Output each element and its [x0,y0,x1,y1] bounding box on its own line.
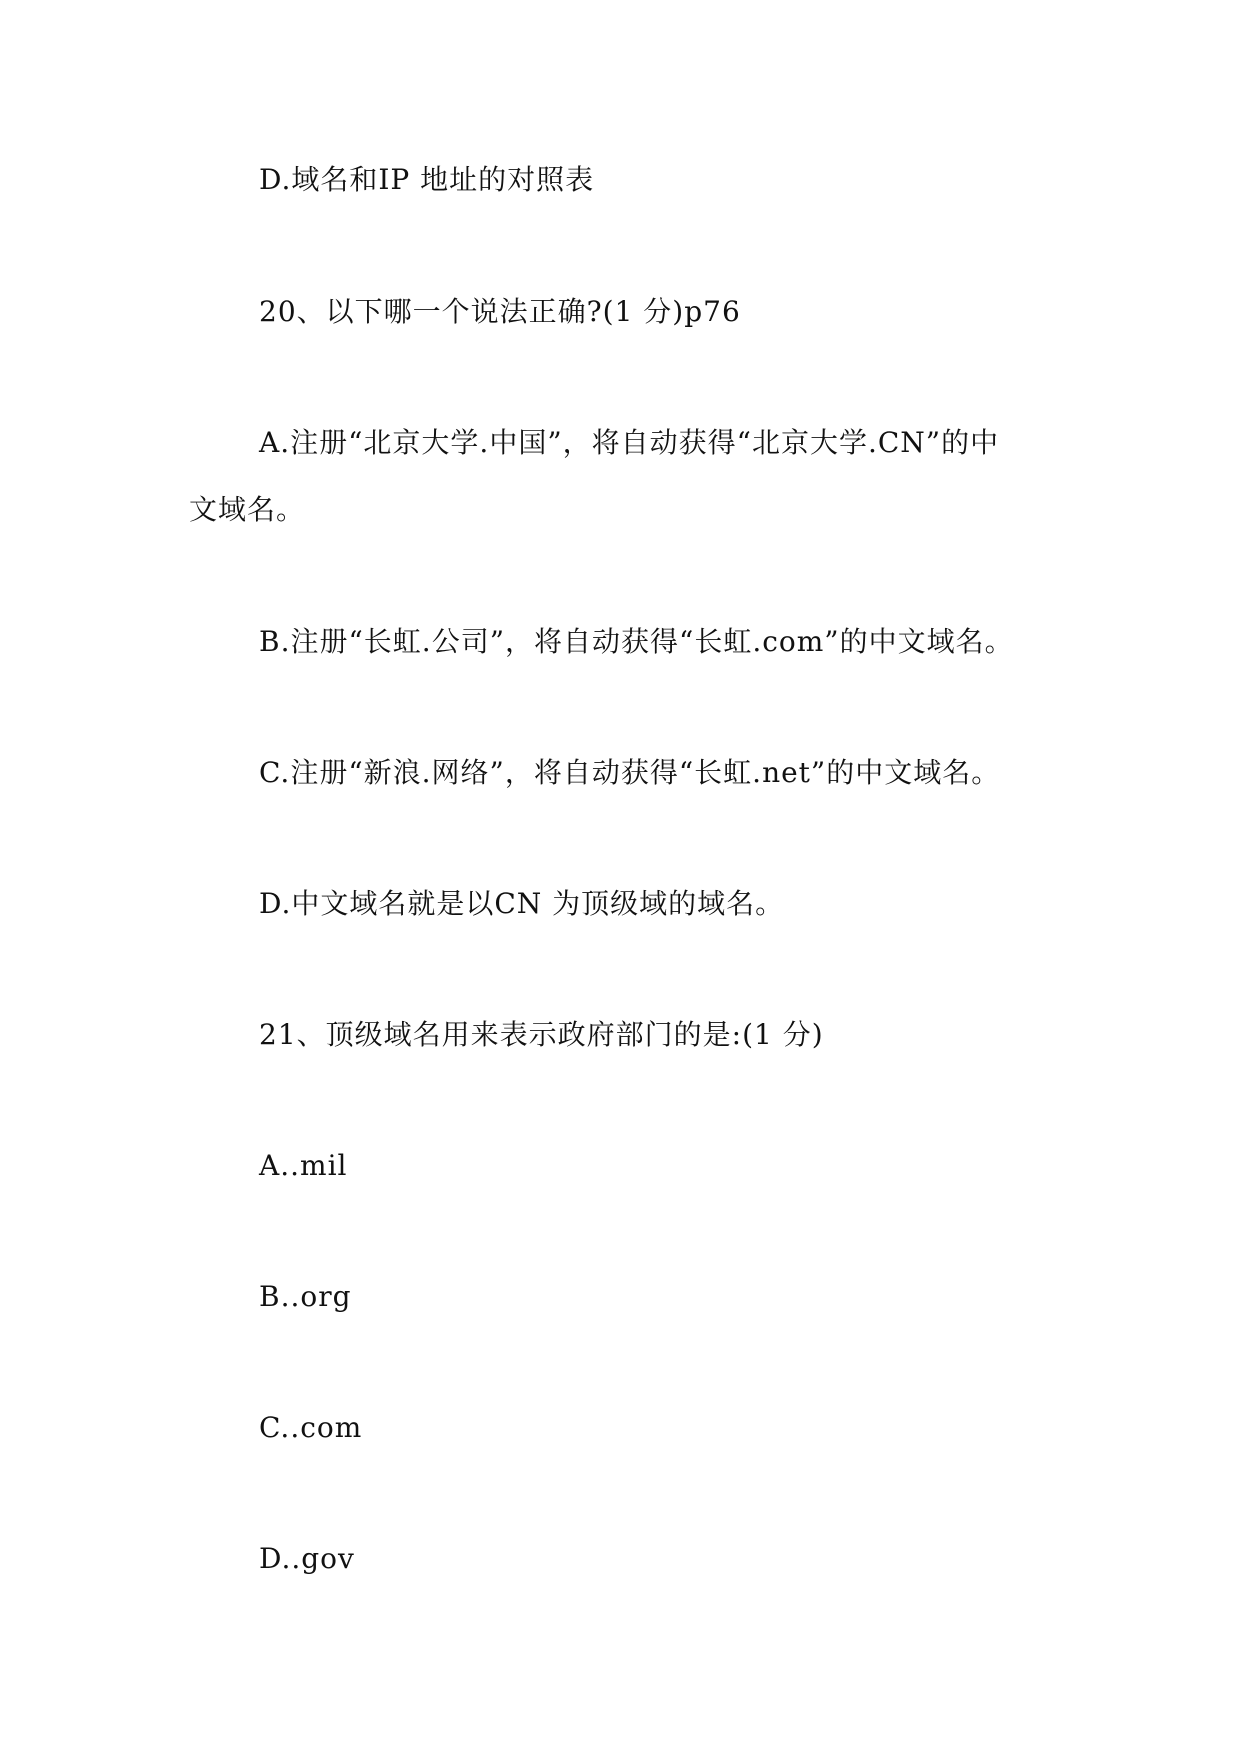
q19-option-d: D.域名和IP 地址的对照表 [259,163,595,196]
q21-option-d: D..gov [259,1542,355,1575]
q20-option-b: B.注册“长虹.公司”，将自动获得“长虹.com”的中文域名。 [259,625,1014,658]
q20-option-c: C.注册“新浪.网络”，将自动获得“长虹.net”的中文域名。 [259,756,1001,789]
q21-option-c: C..com [259,1411,363,1444]
q20-option-a-line1: A.注册“北京大学.中国”，将自动获得“北京大学.CN”的中 [259,426,1000,459]
q21-option-a: A..mil [259,1149,348,1182]
q20-option-d: D.中文域名就是以CN 为顶级域的域名。 [259,887,785,920]
q20-option-a-line2: 文域名。 [189,493,306,526]
q21-option-b: B..org [259,1280,352,1313]
q20-question: 20、以下哪一个说法正确?(1 分)p76 [259,295,741,328]
q21-question: 21、顶级域名用来表示政府部门的是:(1 分) [259,1018,824,1051]
